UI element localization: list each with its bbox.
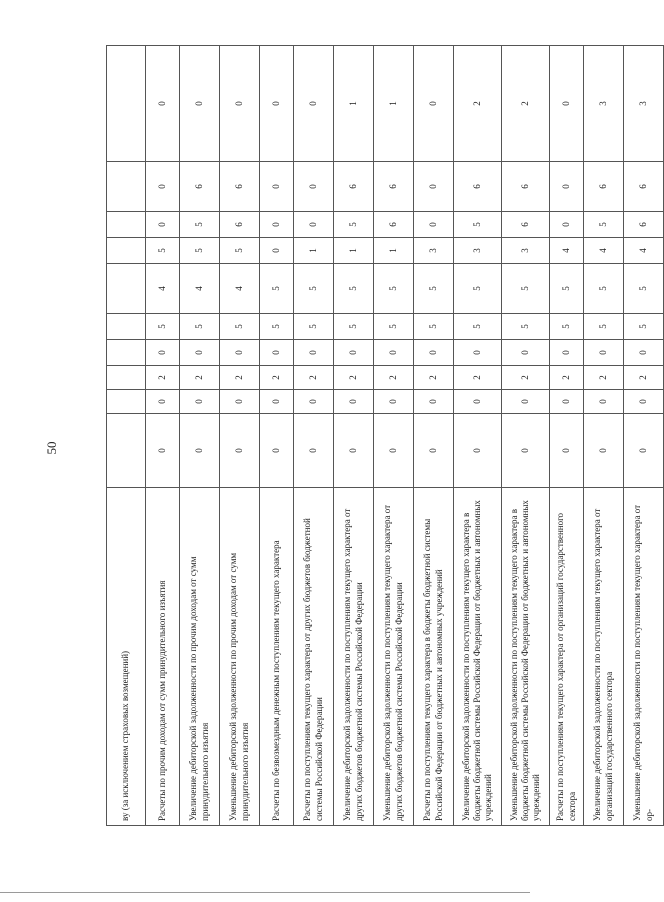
code-cell: 5 xyxy=(414,314,454,340)
code-cell: 0 xyxy=(414,414,454,488)
table-row xyxy=(294,46,334,826)
code-cell xyxy=(107,390,146,414)
code-cell xyxy=(107,414,146,488)
code-cell xyxy=(107,314,146,340)
code-cell: 0 xyxy=(260,162,294,212)
code-cell xyxy=(107,46,146,162)
code-cell: 4 xyxy=(180,264,220,314)
code-cell: 0 xyxy=(260,238,294,264)
code-cell: 2 xyxy=(550,366,584,390)
code-cell: 5 xyxy=(374,264,414,314)
code-cell: 0 xyxy=(146,414,180,488)
page-bottom-rule xyxy=(0,892,530,893)
code-cell: 6 xyxy=(334,162,374,212)
code-cell: 0 xyxy=(550,414,584,488)
code-cell: 0 xyxy=(294,212,334,238)
code-cell: 5 xyxy=(146,314,180,340)
accounts-table xyxy=(106,45,664,826)
code-cell: 0 xyxy=(146,46,180,162)
code-cell xyxy=(107,264,146,314)
code-cell: 0 xyxy=(220,340,260,366)
code-cell: 0 xyxy=(624,390,664,414)
code-cell: 5 xyxy=(334,212,374,238)
code-cell: 5 xyxy=(624,314,664,340)
row-description: ву (за исключением страховых возмещений) xyxy=(107,488,146,826)
code-cell: 0 xyxy=(146,340,180,366)
code-cell: 0 xyxy=(180,46,220,162)
table-row xyxy=(502,46,550,826)
code-cell: 0 xyxy=(454,414,502,488)
code-cell: 0 xyxy=(146,162,180,212)
code-cell: 0 xyxy=(584,340,624,366)
code-cell: 5 xyxy=(294,314,334,340)
code-cell: 5 xyxy=(502,264,550,314)
code-cell: 0 xyxy=(260,46,294,162)
table-row xyxy=(107,46,146,826)
code-cell: 0 xyxy=(146,390,180,414)
code-cell: 0 xyxy=(334,414,374,488)
code-cell: 2 xyxy=(502,46,550,162)
code-cell: 5 xyxy=(334,314,374,340)
code-cell: 1 xyxy=(374,46,414,162)
row-description: Увеличение дебиторской задолженности по поступлениям текущего характера в бюджеты бюджетной системы Российской Федерации от бюджетных и автономных учреждений xyxy=(454,488,502,826)
code-cell: 5 xyxy=(454,264,502,314)
table-row xyxy=(624,46,664,826)
code-cell: 2 xyxy=(414,366,454,390)
code-cell: 5 xyxy=(584,212,624,238)
code-cell: 6 xyxy=(502,162,550,212)
code-cell: 1 xyxy=(334,238,374,264)
code-cell: 2 xyxy=(260,366,294,390)
code-cell: 0 xyxy=(414,390,454,414)
code-cell: 0 xyxy=(374,340,414,366)
code-cell: 0 xyxy=(334,340,374,366)
row-description: Уменьшение дебиторской задолженности по прочим доходам от сумм принудительного изъятия xyxy=(220,488,260,826)
table-row xyxy=(220,46,260,826)
code-cell: 0 xyxy=(294,340,334,366)
code-cell: 6 xyxy=(624,162,664,212)
code-cell: 0 xyxy=(294,414,334,488)
code-cell: 0 xyxy=(550,212,584,238)
row-description: Уменьшение дебиторской задолженности по поступлениям текущего характера от других бюджетов бюджетной системы Российской Федерации xyxy=(374,488,414,826)
code-cell: 0 xyxy=(180,340,220,366)
row-description: Увеличение дебиторской задолженности по прочим доходам от сумм принудительного изъятия xyxy=(180,488,220,826)
code-cell: 0 xyxy=(550,162,584,212)
code-cell: 2 xyxy=(584,366,624,390)
code-cell: 0 xyxy=(502,390,550,414)
code-cell: 0 xyxy=(624,414,664,488)
code-cell: 6 xyxy=(220,212,260,238)
code-cell: 0 xyxy=(550,390,584,414)
code-cell: 5 xyxy=(260,314,294,340)
code-cell: 0 xyxy=(180,390,220,414)
code-cell: 0 xyxy=(414,46,454,162)
code-cell: 0 xyxy=(180,414,220,488)
code-cell: 4 xyxy=(624,238,664,264)
code-cell: 4 xyxy=(584,238,624,264)
code-cell: 2 xyxy=(180,366,220,390)
code-cell: 2 xyxy=(454,366,502,390)
code-cell: 6 xyxy=(374,212,414,238)
code-cell: 5 xyxy=(502,314,550,340)
code-cell: 2 xyxy=(220,366,260,390)
code-cell: 0 xyxy=(260,390,294,414)
code-cell: 0 xyxy=(294,390,334,414)
code-cell: 0 xyxy=(260,414,294,488)
code-cell: 2 xyxy=(294,366,334,390)
code-cell: 5 xyxy=(550,264,584,314)
code-cell: 5 xyxy=(414,264,454,314)
code-cell: 0 xyxy=(334,390,374,414)
code-cell: 6 xyxy=(220,162,260,212)
table-row xyxy=(414,46,454,826)
code-cell: 0 xyxy=(624,340,664,366)
code-cell: 3 xyxy=(502,238,550,264)
code-cell: 0 xyxy=(374,414,414,488)
row-description: Расчеты по поступлениям текущего характера в бюджеты бюджетной системы Российской Федерации от бюджетных и автономных учреждений xyxy=(414,488,454,826)
code-cell: 0 xyxy=(220,46,260,162)
code-cell: 0 xyxy=(220,390,260,414)
code-cell: 6 xyxy=(180,162,220,212)
code-cell: 0 xyxy=(146,212,180,238)
table-body xyxy=(107,46,664,826)
code-cell: 5 xyxy=(180,238,220,264)
table-row xyxy=(584,46,624,826)
code-cell: 4 xyxy=(550,238,584,264)
code-cell: 0 xyxy=(584,390,624,414)
code-cell: 0 xyxy=(454,340,502,366)
row-description: Увеличение дебиторской задолженности по поступлениям текущего характера от других бюджетов бюджетной системы Российской Федерации xyxy=(334,488,374,826)
code-cell: 1 xyxy=(374,238,414,264)
code-cell: 4 xyxy=(220,264,260,314)
code-cell: 2 xyxy=(502,366,550,390)
accounts-table-container xyxy=(106,46,654,826)
code-cell: 5 xyxy=(220,314,260,340)
code-cell xyxy=(107,340,146,366)
code-cell: 0 xyxy=(414,212,454,238)
page-number: 50 xyxy=(44,441,59,455)
row-description: Уменьшение дебиторской задолженности по поступлениям текущего характера в бюджеты бюджетной системы Российской Федерации от бюджетных и автономных учреждений xyxy=(502,488,550,826)
code-cell: 6 xyxy=(454,162,502,212)
table-row xyxy=(260,46,294,826)
code-cell: 0 xyxy=(502,414,550,488)
code-cell: 6 xyxy=(374,162,414,212)
code-cell: 3 xyxy=(584,46,624,162)
code-cell: 0 xyxy=(414,340,454,366)
code-cell: 1 xyxy=(294,238,334,264)
code-cell: 6 xyxy=(584,162,624,212)
code-cell: 5 xyxy=(584,264,624,314)
row-description: Увеличение дебиторской задолженности по поступлениям текущего характера от организаций государственного сектора xyxy=(584,488,624,826)
code-cell xyxy=(107,162,146,212)
code-cell xyxy=(107,238,146,264)
code-cell: 0 xyxy=(584,414,624,488)
table-row xyxy=(374,46,414,826)
row-description: Расчеты по поступлениям текущего характера от организаций государственного сектора xyxy=(550,488,584,826)
code-cell: 3 xyxy=(624,46,664,162)
code-cell: 5 xyxy=(146,238,180,264)
code-cell: 5 xyxy=(294,264,334,314)
code-cell xyxy=(107,212,146,238)
code-cell: 0 xyxy=(294,46,334,162)
table-row xyxy=(454,46,502,826)
code-cell: 5 xyxy=(260,264,294,314)
code-cell: 1 xyxy=(334,46,374,162)
table-row xyxy=(146,46,180,826)
code-cell: 2 xyxy=(454,46,502,162)
table-row xyxy=(550,46,584,826)
code-cell: 0 xyxy=(260,340,294,366)
code-cell: 5 xyxy=(550,314,584,340)
code-cell: 2 xyxy=(624,366,664,390)
code-cell: 5 xyxy=(220,238,260,264)
code-cell: 5 xyxy=(584,314,624,340)
code-cell: 4 xyxy=(146,264,180,314)
code-cell: 6 xyxy=(502,212,550,238)
code-cell: 5 xyxy=(454,314,502,340)
row-description: Расчеты по безвозмездным денежным поступлениям текущего характера xyxy=(260,488,294,826)
code-cell: 0 xyxy=(220,414,260,488)
code-cell: 5 xyxy=(374,314,414,340)
code-cell: 5 xyxy=(180,314,220,340)
code-cell: 2 xyxy=(374,366,414,390)
table-row xyxy=(180,46,220,826)
row-description: Расчеты по прочим доходам от сумм принудительного изъятия xyxy=(146,488,180,826)
code-cell: 0 xyxy=(550,340,584,366)
table-row xyxy=(334,46,374,826)
code-cell xyxy=(107,366,146,390)
row-description: Уменьшение дебиторской задолженности по поступлениям текущего характера от ор- xyxy=(624,488,664,826)
code-cell: 2 xyxy=(334,366,374,390)
code-cell: 2 xyxy=(146,366,180,390)
code-cell: 3 xyxy=(414,238,454,264)
code-cell: 5 xyxy=(180,212,220,238)
code-cell: 3 xyxy=(454,238,502,264)
code-cell: 5 xyxy=(334,264,374,314)
code-cell: 5 xyxy=(624,264,664,314)
code-cell: 0 xyxy=(454,390,502,414)
code-cell: 6 xyxy=(624,212,664,238)
row-description: Расчеты по поступлениям текущего характера от других бюджетов бюджетной системы Российской Федерации xyxy=(294,488,334,826)
code-cell: 5 xyxy=(454,212,502,238)
code-cell: 0 xyxy=(414,162,454,212)
code-cell: 0 xyxy=(502,340,550,366)
code-cell: 0 xyxy=(374,390,414,414)
code-cell: 0 xyxy=(294,162,334,212)
code-cell: 0 xyxy=(550,46,584,162)
code-cell: 0 xyxy=(260,212,294,238)
